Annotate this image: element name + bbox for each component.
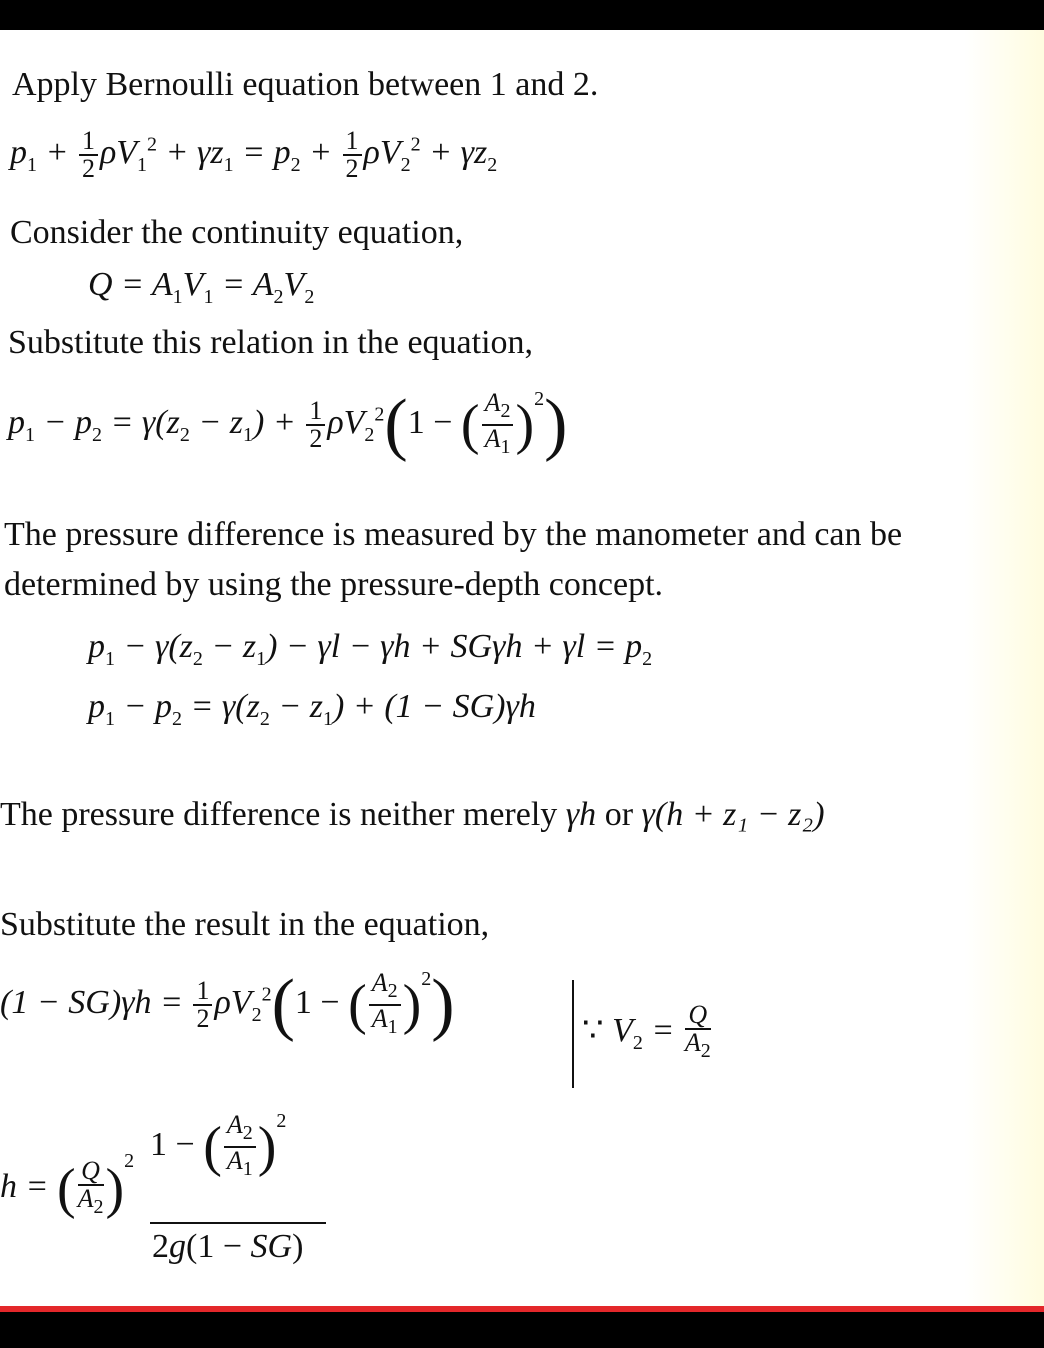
h-result-numerator: 1 − ( $\frac{A_2}{A_1}$ )$^2$ [150, 1110, 287, 1181]
edge-highlight [964, 30, 1044, 1312]
text-substitute-result: Substitute the result in the equation, [0, 906, 490, 943]
text-substitute-relation: Substitute this relation in the equation, [8, 324, 534, 361]
text-apply-bernoulli: Apply Bernoulli equation between 1 and 2. [12, 66, 599, 103]
equation-h-result: h = ( $\frac{Q}{A_2}$ )$^2$ [0, 1150, 135, 1221]
equation-manometer: $p_1 - \gamma(z_2 - z_1) - \gamma l - \gamma h + SG\gamma h + \gamma l = p_2$ [88, 628, 653, 670]
text-pressure-depth: determined by using the pressure-depth concept. [4, 566, 664, 603]
h-result-fraction-line [150, 1222, 326, 1224]
equation-v2-relation: ∵ $V_2$ = $\frac{Q}{A_2}$ [582, 1000, 711, 1063]
top-border-bar [0, 0, 1044, 30]
separator-bar [572, 980, 574, 1088]
equation-manometer-result: $p_1 - p_2 = \gamma(z_2 - z_1) + (1 - SG)\gamma h$ [88, 688, 536, 730]
expr-gamma-h-z: γ(h + z₁ − z₂) [641, 796, 825, 833]
equation-pressure-difference: $p_1 - p_2 = \gamma(z_2 - z_1)$ + $\frac{1}{2}$ $\rho V_2^2(1$ − ( $\frac{A_2}{A_1}$ )$^2$) [8, 386, 568, 464]
text-neither-merely: The pressure difference is neither merely γh or γ(h + z₁ − z₂) [0, 796, 825, 833]
bottom-border-bar [0, 1312, 1044, 1348]
equation-continuity: $Q = A_1V_1 = A_2V_2$ [88, 266, 315, 308]
text-pressure-measured: The pressure difference is measured by the manometer and can be [4, 516, 903, 553]
expr-gamma-h: γh [565, 796, 597, 833]
h-result-denominator: 2g(1 − SG) [152, 1228, 304, 1265]
equation-bernoulli: $p_1$ + $\frac{1}{2}$ $\rho V_1^2 + \gamma z_1 = p_2$ + $\frac{1}{2}$ $\rho V_2^2 + \gamma z_2$ [10, 126, 498, 183]
equation-substituted: (1 − SG)γh = $\frac{1}{2}$ $\rho V_2^2(1$ − ( $\frac{A_2}{A_1}$ )$^2$) [0, 966, 455, 1044]
text-continuity: Consider the continuity equation, [10, 214, 464, 251]
